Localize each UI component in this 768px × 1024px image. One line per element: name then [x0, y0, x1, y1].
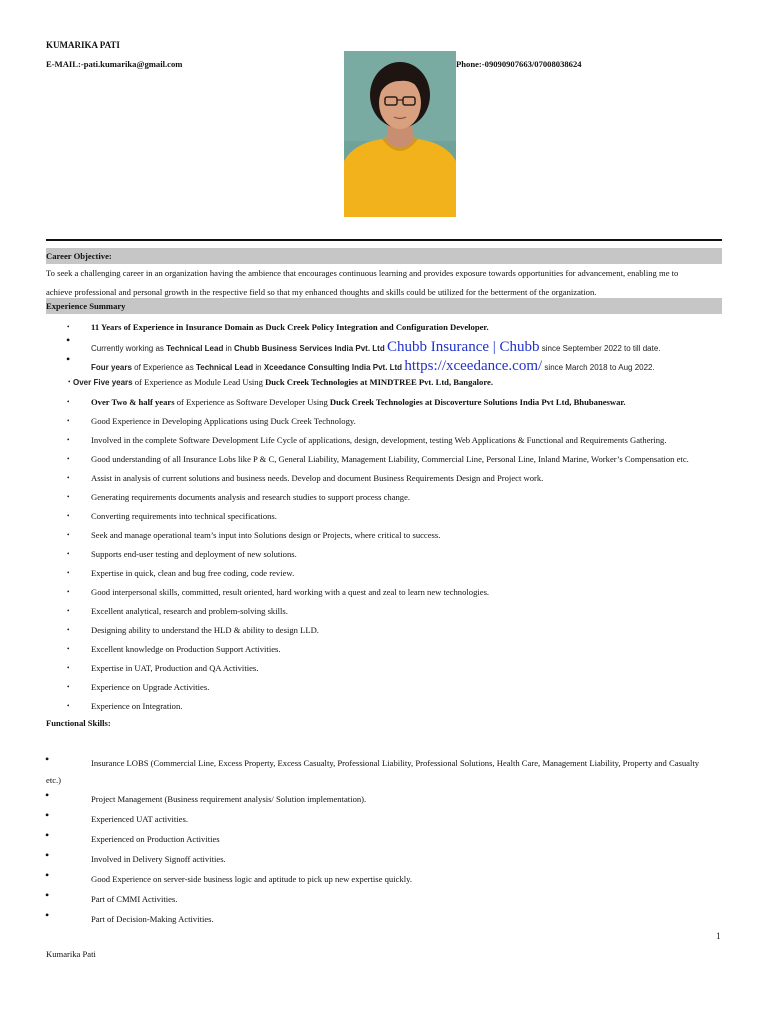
career-objective-heading: Career Objective: [46, 248, 722, 264]
bullet-icon: • [67, 607, 70, 615]
list-item [0, 471, 768, 489]
list-item [0, 452, 768, 470]
functional-skill-text: Experienced on Production Activities [91, 834, 220, 844]
list-item [0, 680, 768, 698]
bullet-icon: • [67, 626, 70, 634]
functional-skill-text: Project Management (Business requirement analysis/ Solution implementation). [91, 794, 367, 804]
list-item: • Over Five years of Experience as Module Lead Using Duck Creek Technologies at MINDTREE Pvt. Ltd, Bangalore. [68, 377, 493, 387]
list-item [0, 585, 768, 603]
bullet-icon: • [66, 333, 71, 347]
experience-item-text: Expertise in UAT, Production and QA Activities. [91, 663, 259, 673]
page-number: 1 [716, 931, 721, 941]
career-objective-line-2: achieve professional and personal growth in the respective field so that my enhanced thoughts and skills could be utilized for the betterment of the organization. [46, 287, 597, 297]
footer-author: Kumarika Pati [46, 949, 96, 959]
bullet-icon: • [45, 848, 50, 862]
list-item [0, 850, 768, 868]
email-line: E-MAIL:-pati.kumarika@gmail.com [46, 59, 183, 69]
list-item [0, 623, 768, 641]
list-item: • Insurance LOBS (Commercial Line, Excess Property, Excess Casualty, Professional Liability, Professional Solutions, Health Care, Management Liability, Property and Casualty [45, 752, 700, 768]
experience-item-text: Expertise in quick, clean and bug free coding, code review. [91, 568, 295, 578]
candidate-name: KUMARIKA PATI [46, 40, 120, 50]
bullet-icon: • [67, 683, 70, 691]
functional-skills-heading: Functional Skills: [46, 718, 111, 728]
career-objective-line-1: To seek a challenging career in an organization having the ambience that encourages continuous learning and provides exposure towards opportunities for advancement, enabling me to [46, 268, 679, 278]
list-item [0, 566, 768, 584]
bullet-icon: • [45, 752, 50, 766]
functional-skill-text: Good Experience on server-side business logic and aptitude to pick up new expertise quickly. [91, 874, 412, 884]
experience-item-text: Assist in analysis of current solutions and business needs. Develop and document Business Requirements Design and Project work. [91, 473, 544, 483]
list-item [0, 830, 768, 848]
experience-item-text: Good understanding of all Insurance Lobs like P & C, General Liability, Management Liability, Commercial Line, Personal Line, Inland Marine, Worker’s Compensation etc. [91, 454, 689, 464]
bullet-icon: • [67, 664, 70, 672]
experience-highlight: 11 Years of Experience in Insurance Domain as Duck Creek Policy Integration and Configuration Developer. [91, 322, 489, 332]
phone-line: Phone:-09090907663/07008038624 [456, 59, 582, 69]
functional-skill-text: Involved in Delivery Signoff activities. [91, 854, 226, 864]
list-item: • Over Two & half years of Experience as Software Developer Using Duck Creek Technologies at Discoverture Solutions India Pvt Ltd, Bhubaneswar. [67, 397, 626, 407]
xceedance-link[interactable]: https://xceedance.com/ [404, 358, 543, 374]
list-item [0, 604, 768, 622]
experience-item-text: Supports end-user testing and deployment of new solutions. [91, 549, 297, 559]
bullet-icon: • [45, 908, 50, 922]
bullet-icon: • [67, 645, 70, 653]
bullet-icon: • [67, 455, 70, 463]
functional-skill-text: Part of Decision-Making Activities. [91, 914, 214, 924]
bullet-icon: • [66, 352, 71, 366]
bullet-icon: • [45, 828, 50, 842]
bullet-icon: • [68, 378, 71, 386]
bullet-icon: • [67, 531, 70, 539]
functional-skill-continuation: etc.) [46, 775, 62, 785]
bullet-icon: • [67, 417, 70, 425]
list-item [0, 661, 768, 679]
list-item [0, 699, 768, 717]
experience-item-text: Converting requirements into technical specifications. [91, 511, 277, 521]
list-item [0, 870, 768, 888]
experience-item-text: Excellent analytical, research and problem-solving skills. [91, 606, 288, 616]
experience-item-text: Experience on Integration. [91, 701, 183, 711]
list-item [0, 790, 768, 808]
profile-photo [344, 51, 456, 217]
bullet-icon: • [67, 512, 70, 520]
list-item [0, 490, 768, 508]
chubb-link[interactable]: Chubb Insurance | Chubb [386, 339, 540, 355]
list-item [0, 910, 768, 928]
experience-summary-heading: Experience Summary [46, 298, 722, 314]
experience-item-text: Seek and manage operational team’s input into Solutions design or Projects, where critical to success. [91, 530, 441, 540]
experience-item-text: Designing ability to understand the HLD & ability to design LLD. [91, 625, 319, 635]
bullet-icon: • [67, 493, 70, 501]
list-item [0, 890, 768, 908]
functional-skill-text: Experienced UAT activities. [91, 814, 188, 824]
bullet-icon: • [67, 550, 70, 558]
bullet-icon: • [67, 588, 70, 596]
functional-skill-text: Part of CMMI Activities. [91, 894, 178, 904]
list-item [0, 509, 768, 527]
bullet-icon: • [67, 436, 70, 444]
bullet-icon: • [67, 474, 70, 482]
list-item: • Currently working as Technical Lead in Chubb Business Services India Pvt. Ltd Chubb Insurance | Chubb since September 2022 to till date. [66, 333, 661, 355]
bullet-icon: • [45, 808, 50, 822]
bullet-icon: • [67, 398, 70, 406]
bullet-icon: • [45, 788, 50, 802]
list-item [0, 433, 768, 451]
list-item [0, 528, 768, 546]
list-item: • Four years of Experience as Technical Lead in Xceedance Consulting India Pvt. Ltd https://xceedance.com/ since March 2018 to Aug 2022. [66, 352, 655, 374]
experience-item-text: Experience on Upgrade Activities. [91, 682, 210, 692]
header-divider [46, 239, 722, 241]
experience-item-text: Good Experience in Developing Applications using Duck Creek Technology. [91, 416, 356, 426]
list-item [0, 547, 768, 565]
experience-item-text: Excellent knowledge on Production Support Activities. [91, 644, 281, 654]
bullet-icon: • [67, 323, 70, 331]
bullet-icon: • [67, 569, 70, 577]
list-item [0, 414, 768, 432]
bullet-icon: • [67, 702, 70, 710]
experience-item-text: Good interpersonal skills, committed, result oriented, hard working with a quest and zeal to learn new technologies. [91, 587, 490, 597]
experience-item-text: Involved in the complete Software Development Life Cycle of applications, design, development, testing Web Applications & Functional and Requirements Gathering. [91, 435, 667, 445]
list-item [0, 642, 768, 660]
list-item [0, 810, 768, 828]
experience-item-text: Generating requirements documents analysis and research studies to support process change. [91, 492, 411, 502]
bullet-icon: • [45, 888, 50, 902]
bullet-icon: • [45, 868, 50, 882]
